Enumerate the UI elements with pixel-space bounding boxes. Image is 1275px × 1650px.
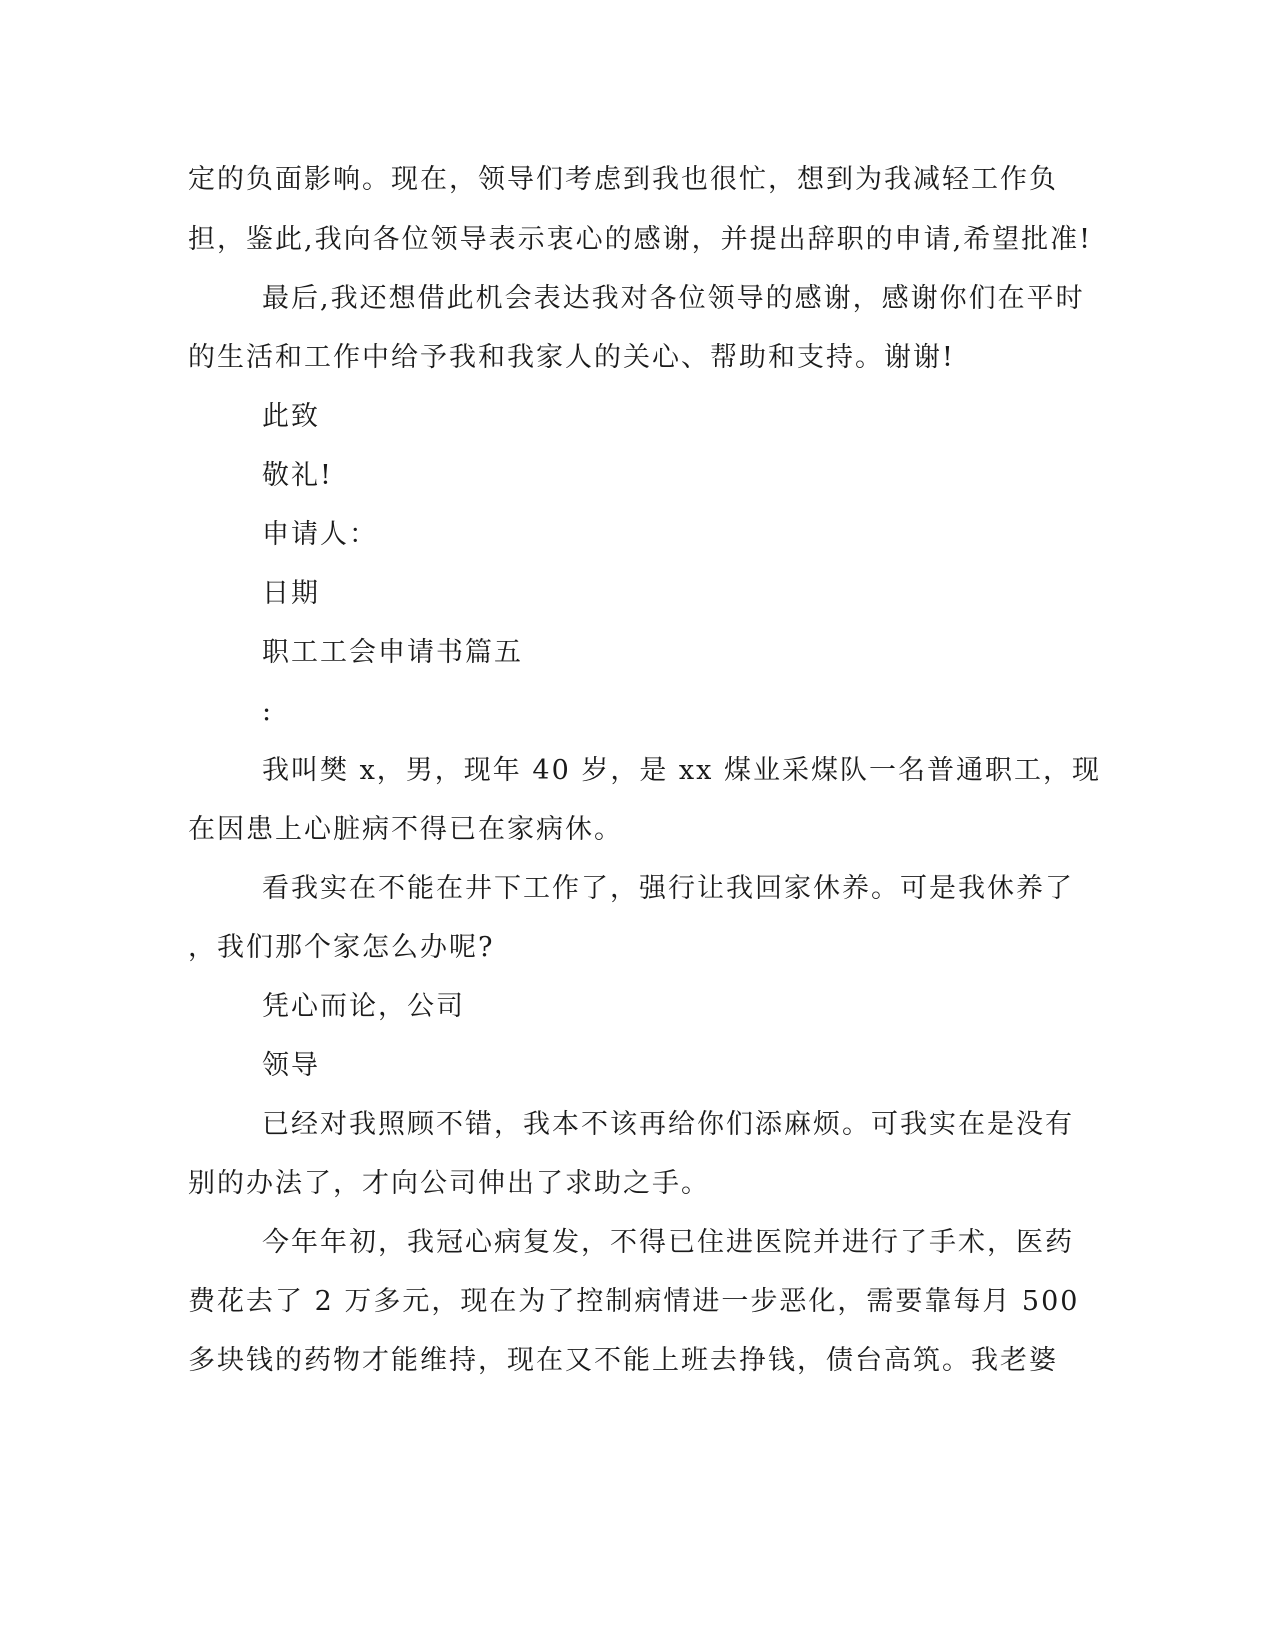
paragraph-line: 我叫樊 x，男，现年 40 岁，是 xx 煤业采煤队一名普通职工，现 — [262, 755, 1101, 786]
section-heading: 职工工会申请书篇五 — [262, 637, 523, 668]
text-line: 多块钱的药物才能维持，现在又不能上班去挣钱，债台高筑。我老婆 — [188, 1345, 1058, 1376]
date-label: 日期 — [262, 578, 320, 609]
paragraph-line: 最后,我还想借此机会表达我对各位领导的感谢，感谢你们在平时 — [262, 283, 1085, 314]
text-line: ，我们那个家怎么办呢? — [188, 932, 495, 963]
text-line: 费花去了 2 万多元，现在为了控制病情进一步恶化，需要靠每月 500 — [188, 1286, 1080, 1317]
paragraph-line: 领导 — [262, 1050, 320, 1081]
paragraph-line: 今年年初，我冠心病复发，不得已住进医院并进行了手术，医药 — [262, 1227, 1074, 1258]
closing-salutation: 此致 — [262, 401, 320, 432]
closing-regards: 敬礼! — [262, 460, 333, 491]
text-line: 在因患上心脏病不得已在家病休。 — [188, 814, 623, 845]
applicant-label: 申请人： — [262, 519, 378, 550]
text-line: 的生活和工作中给予我和我家人的关心、帮助和支持。谢谢! — [188, 342, 955, 373]
paragraph-line: 已经对我照顾不错，我本不该再给你们添麻烦。可我实在是没有 — [262, 1109, 1074, 1140]
text-line: 担，鉴此,我向各位领导表示衷心的感谢，并提出辞职的申请,希望批准! — [188, 224, 1093, 255]
text-line: 别的办法了，才向公司伸出了求助之手。 — [188, 1168, 710, 1199]
paragraph-line: 看我实在不能在井下工作了，强行让我回家休养。可是我休养了 — [262, 873, 1074, 904]
paragraph-line: 凭心而论，公司 — [262, 991, 465, 1022]
text-line: 定的负面影响。现在，领导们考虑到我也很忙，想到为我减轻工作负 — [188, 164, 1058, 195]
colon-line: : — [262, 696, 274, 727]
